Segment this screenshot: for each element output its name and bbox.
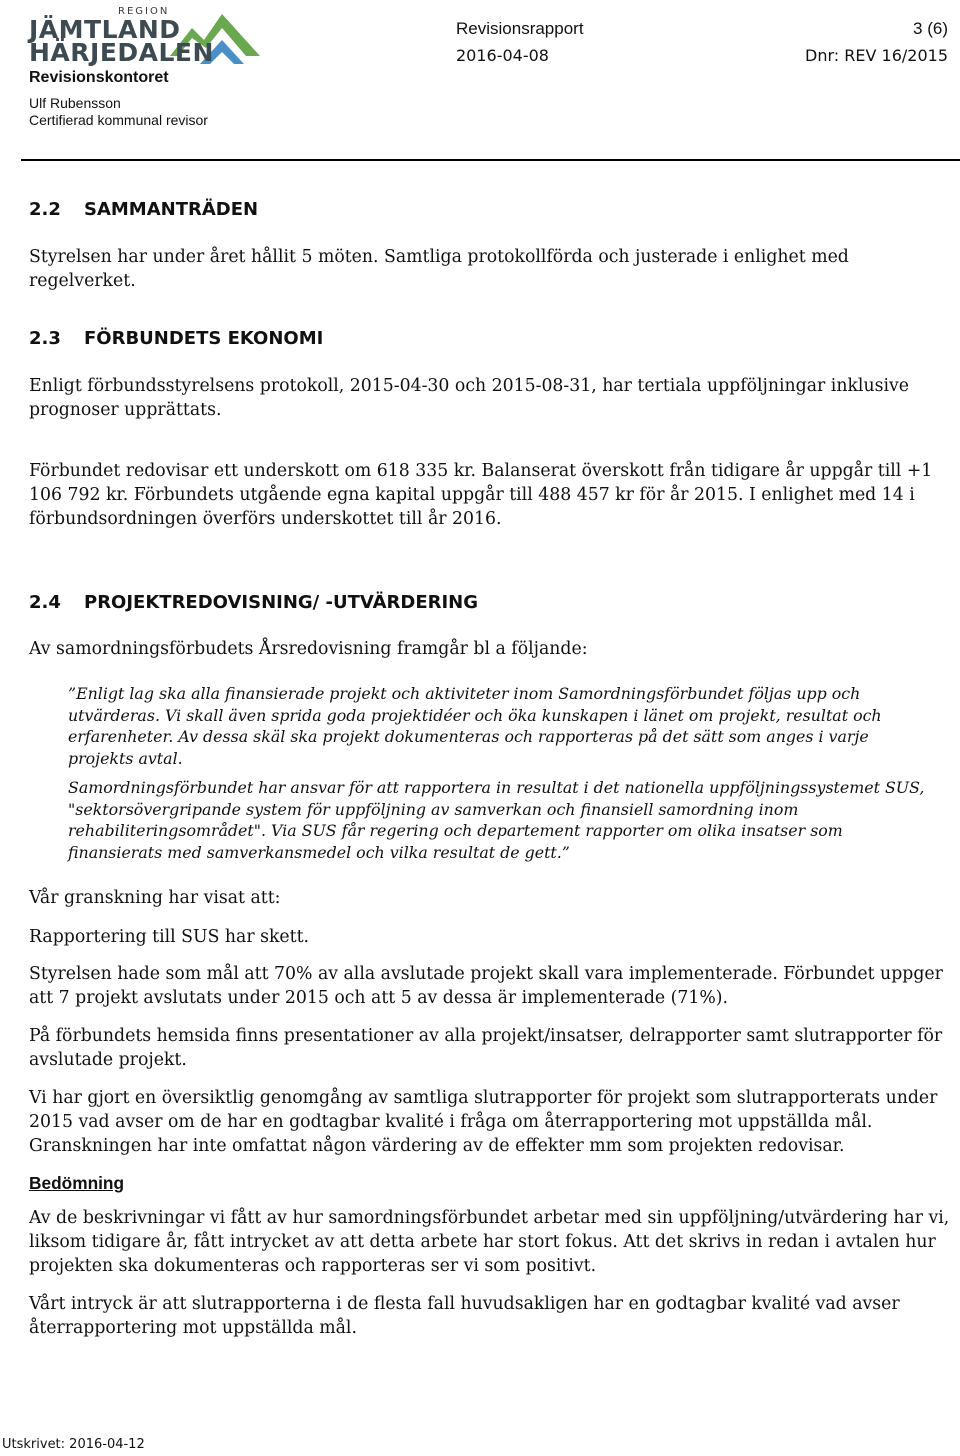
assessment-heading: Bedömning <box>29 1173 125 1193</box>
paragraph-overview: Vi har gjort en översiktlig genomgång av samtliga slutrapporter för projekt som slutrapporterats under 2015 vad avser om de har en godtagbar kvalité i fråga om återrapportering mot uppställda mål. Granskningen har inte omfattat någon värdering av de effekter mm som projekten redovisar. <box>29 1088 938 1156</box>
section-title: SAMMANTRÄDEN <box>84 199 259 220</box>
document-dnr: Dnr: REV 16/2015 <box>805 46 948 65</box>
paragraph-assessment-1: Av de beskrivningar vi fått av hur samordningsförbundet arbetar med sin uppföljning/utvärdering har vi, liksom tidigare år, fått intrycket av att detta arbete har stort fokus. Att det skrivs in redan i avtalen hur projekten ska dokumenteras och rapporteras ser vi som positivt. <box>29 1208 950 1276</box>
section-title: FÖRBUNDETS EKONOMI <box>84 328 324 349</box>
paragraph-intro: Av samordningsförbudets Årsredovisning framgår bl a följande: <box>29 639 588 659</box>
logo-region-text: REGION <box>118 6 170 17</box>
quote-block-2: Samordningsförbundet har ansvar för att rapportera in resultat i det nationella uppföljningssystemet SUS, "sektorsövergripande system för uppföljning av samverkan och finansiell samordning inom rehabiliteringsområdet". Via SUS får regering och departement rapporter om olika insatser som finansierats med samverkansmedel och vilka resultat de gett.” <box>68 778 925 862</box>
section-title: PROJEKTREDOVISNING/ -UTVÄRDERING <box>84 592 479 613</box>
section-heading-2-3 <box>29 328 323 349</box>
paragraph-goal: Styrelsen hade som mål att 70% av alla avslutade projekt skall vara implementerade. Förbundet uppger att 7 projekt avslutats under 2015 och att 5 av dessa är implementerade (71%). <box>29 964 943 1008</box>
printed-date: Utskrivet: 2016-04-12 <box>2 1437 145 1452</box>
section-number: 2.2 <box>29 199 61 220</box>
paragraph-sus: Rapportering till SUS har skett. <box>29 927 310 947</box>
page-number: 3 (6) <box>913 19 948 38</box>
person-name: Ulf Rubensson <box>29 95 121 111</box>
paragraph-website: På förbundets hemsida finns presentationer av alla projekt/insatser, delrapporter samt slutrapporter för avslutade projekt. <box>29 1026 943 1070</box>
section-heading-2-4 <box>29 592 478 613</box>
paragraph-economy-result: Förbundet redovisar ett underskott om 618 335 kr. Balanserat överskott från tidigare år uppgår till +1 106 792 kr. Förbundets utgående egna kapital uppgår till 488 457 kr för år 2015. I enlighet med 14 i förbundsordningen överförs underskottet till år 2016. <box>29 461 933 529</box>
logo-line-2: HÄRJEDALEN <box>29 38 214 67</box>
paragraph-assessment-2: Vårt intryck är att slutrapporterna i de flesta fall huvudsakligen har en godtagbar kvalité vad avser återrapportering mot uppställda mål. <box>29 1294 900 1338</box>
document-date: 2016-04-08 <box>456 46 549 65</box>
paragraph-review: Vår granskning har visat att: <box>29 888 281 908</box>
office-name: Revisionskontoret <box>29 69 169 86</box>
quote-block-1: ”Enligt lag ska alla finansierade projekt och aktiviteter inom Samordningsförbundet följas upp och utvärderas. Vi skall även sprida goda projektidéer och öka kunskapen i länet om projekt, resultat och erfarenheter. Av dessa skäl ska projekt dokumenteras och rapporteras på det sätt som anges i varje projekts avtal. <box>68 684 882 768</box>
section-number: 2.4 <box>29 592 61 613</box>
logo-line-1: JÄMTLAND <box>29 15 181 44</box>
section-heading-2-2 <box>29 199 258 220</box>
document-title: Revisionsrapport <box>456 19 584 38</box>
paragraph-economy-protocol: Enligt förbundsstyrelsens protokoll, 2015-04-30 och 2015-08-31, har tertiala uppföljningar inklusive prognoser upprättats. <box>29 376 909 420</box>
section-number: 2.3 <box>29 328 61 349</box>
paragraph-meetings: Styrelsen har under året hållit 5 möten. Samtliga protokollförda och justerade i enlighet med regelverket. <box>29 247 849 291</box>
person-title: Certifierad kommunal revisor <box>29 112 208 128</box>
header-divider <box>21 159 960 161</box>
